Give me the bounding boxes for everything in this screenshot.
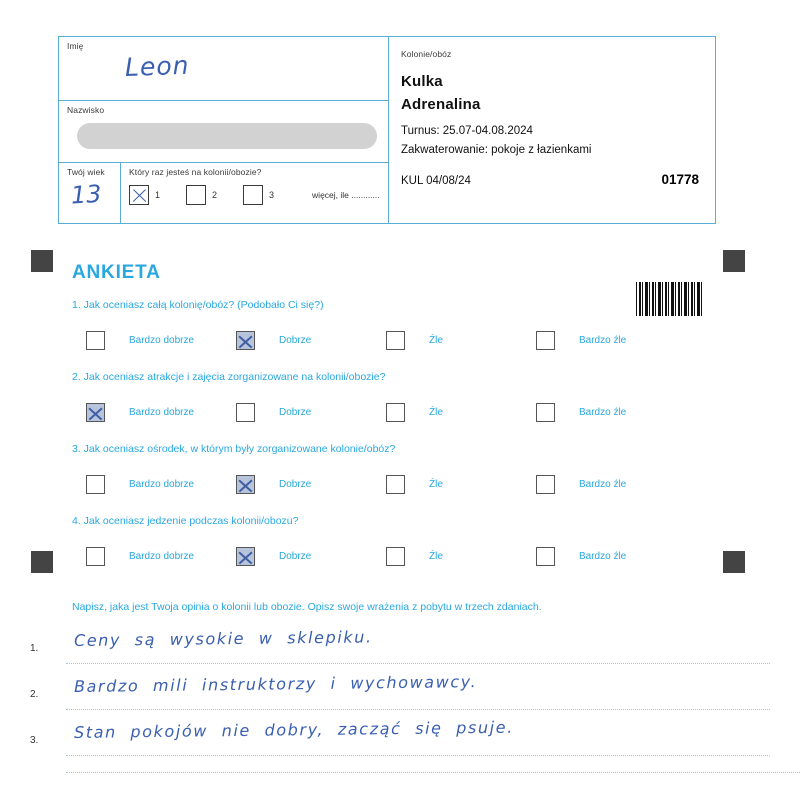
open-answer-rule-4 (66, 772, 800, 773)
q2-checkbox-3[interactable] (536, 403, 555, 422)
times-option-3-checkbox[interactable] (243, 185, 263, 205)
q2-label-3: Bardzo źle (579, 407, 627, 418)
q1-answer-3[interactable] (536, 331, 686, 350)
camp-footer (401, 172, 703, 187)
q3-label-3: Bardzo źle (579, 479, 627, 490)
open-answer-rule-1 (66, 663, 770, 664)
q3-answer-2[interactable] (386, 475, 536, 494)
q4-label-3: Bardzo źle (579, 551, 627, 562)
q1-checkbox-0[interactable] (86, 331, 105, 350)
open-answer-number-1: 1. (30, 643, 39, 654)
age-value: 13 (70, 179, 103, 210)
times-attended-label: Który raz jesteś na kolonii/obozie? (129, 167, 262, 177)
times-option-3-label: 3 (269, 190, 275, 200)
q1-label-2: Źle (429, 335, 443, 346)
q3-answer-0[interactable] (86, 475, 236, 494)
q4-label-0: Bardzo dobrze (129, 551, 195, 562)
q2-checkbox-2[interactable] (386, 403, 405, 422)
barcode-icon (636, 282, 704, 316)
open-answer-number-2: 2. (30, 689, 39, 700)
last-name-label: Nazwisko (67, 105, 105, 115)
q4-answer-3[interactable] (536, 547, 686, 566)
times-option-more-label: więcej, ile ............ (312, 190, 380, 200)
q3-checkbox-3[interactable] (536, 475, 555, 494)
survey-title: ANKIETA (72, 262, 161, 283)
q2-answer-1[interactable] (236, 403, 386, 422)
camp-code: KUL 04/08/24 (401, 175, 471, 187)
question-4-answers (86, 547, 706, 566)
q3-label-1: Dobrze (279, 479, 312, 490)
q2-label-2: Źle (429, 407, 443, 418)
times-option-1-label: 1 (155, 190, 161, 200)
q3-answer-3[interactable] (536, 475, 686, 494)
open-answer-rule-3 (66, 755, 770, 756)
open-answer-lines (30, 625, 770, 763)
question-3-text: 3. Jak oceniasz ośrodek, w którym były zorganizowane kolonie/obóz? (72, 443, 396, 455)
open-answer-text-2: Bardzo mili instruktorzy i wychowawcy. (73, 672, 478, 696)
q3-answer-1[interactable] (236, 475, 386, 494)
q1-label-0: Bardzo dobrze (129, 335, 195, 346)
camp-info-column (389, 37, 715, 223)
camp-label: Kolonie/obóz (401, 49, 452, 59)
open-answer-line-3[interactable] (30, 717, 770, 763)
q2-checkbox-0[interactable] (86, 403, 105, 422)
camp-id: 01778 (661, 172, 699, 187)
q2-label-0: Bardzo dobrze (129, 407, 195, 418)
question-2-text: 2. Jak oceniasz atrakcje i zajęcia zorganizowane na kolonii/obozie? (72, 371, 386, 383)
q2-answer-0[interactable] (86, 403, 236, 422)
registration-mark-top-left (31, 250, 53, 272)
q4-checkbox-1[interactable] (236, 547, 255, 566)
open-answer-rule-2 (66, 709, 770, 710)
q4-label-2: Źle (429, 551, 443, 562)
last-name-redaction (77, 123, 377, 149)
q4-label-1: Dobrze (279, 551, 312, 562)
q2-checkbox-1[interactable] (236, 403, 255, 422)
age-label: Twój wiek (67, 167, 105, 177)
q1-answer-1[interactable] (236, 331, 386, 350)
age-field[interactable] (59, 163, 121, 223)
q2-label-1: Dobrze (279, 407, 312, 418)
q4-checkbox-2[interactable] (386, 547, 405, 566)
q1-checkbox-2[interactable] (386, 331, 405, 350)
open-answer-text-1: Ceny są wysokie w sklepiku. (73, 627, 373, 650)
q3-label-2: Źle (429, 479, 443, 490)
question-4-text: 4. Jak oceniasz jedzenie podczas kolonii/obozu? (72, 515, 299, 527)
question-1-text: 1. Jak oceniasz całą kolonię/obóz? (Podobało Ci się?) (72, 299, 324, 311)
q4-answer-2[interactable] (386, 547, 536, 566)
registration-mark-bottom-left (31, 551, 53, 573)
first-name-value: Leon (124, 50, 190, 82)
question-3-answers (86, 475, 706, 494)
times-option-1-checkbox[interactable] (129, 185, 149, 205)
open-answer-line-2[interactable] (30, 671, 770, 717)
camp-turnus: Turnus: 25.07-04.08.2024 (401, 125, 533, 137)
participant-info-box (58, 36, 716, 224)
q1-answer-2[interactable] (386, 331, 536, 350)
q3-checkbox-1[interactable] (236, 475, 255, 494)
q1-checkbox-1[interactable] (236, 331, 255, 350)
open-answer-text-3: Stan pokojów nie dobry, zacząć się psuje. (73, 717, 514, 742)
question-1-answers (86, 331, 706, 350)
q4-checkbox-0[interactable] (86, 547, 105, 566)
q1-answer-0[interactable] (86, 331, 236, 350)
q1-checkbox-3[interactable] (536, 331, 555, 350)
times-attended-options (121, 185, 388, 205)
q3-label-0: Bardzo dobrze (129, 479, 195, 490)
camp-name-line1: Kulka (401, 73, 443, 90)
question-2-answers (86, 403, 706, 422)
open-answer-prompt: Napisz, jaka jest Twoja opinia o kolonii lub obozie. Opisz swoje wrażenia z pobytu w trzech zdaniach. (72, 601, 542, 613)
q2-answer-3[interactable] (536, 403, 686, 422)
times-option-2-label: 2 (212, 190, 218, 200)
q4-checkbox-3[interactable] (536, 547, 555, 566)
age-and-times-row (59, 163, 388, 223)
q4-answer-0[interactable] (86, 547, 236, 566)
participant-left-column (59, 37, 389, 223)
q3-checkbox-0[interactable] (86, 475, 105, 494)
registration-mark-bottom-right (723, 551, 745, 573)
open-answer-number-3: 3. (30, 735, 39, 746)
q1-label-1: Dobrze (279, 335, 312, 346)
camp-accommodation: Zakwaterowanie: pokoje z łazienkami (401, 144, 592, 156)
q3-checkbox-2[interactable] (386, 475, 405, 494)
q1-label-3: Bardzo źle (579, 335, 627, 346)
last-name-field[interactable] (59, 101, 388, 163)
open-answer-line-1[interactable] (30, 625, 770, 671)
first-name-label: Imię (67, 41, 84, 51)
times-option-2-checkbox[interactable] (186, 185, 206, 205)
q2-answer-2[interactable] (386, 403, 536, 422)
registration-mark-top-right (723, 250, 745, 272)
camp-name-line2: Adrenalina (401, 96, 481, 113)
times-attended-field[interactable] (121, 163, 388, 223)
first-name-field[interactable] (59, 37, 388, 101)
q4-answer-1[interactable] (236, 547, 386, 566)
